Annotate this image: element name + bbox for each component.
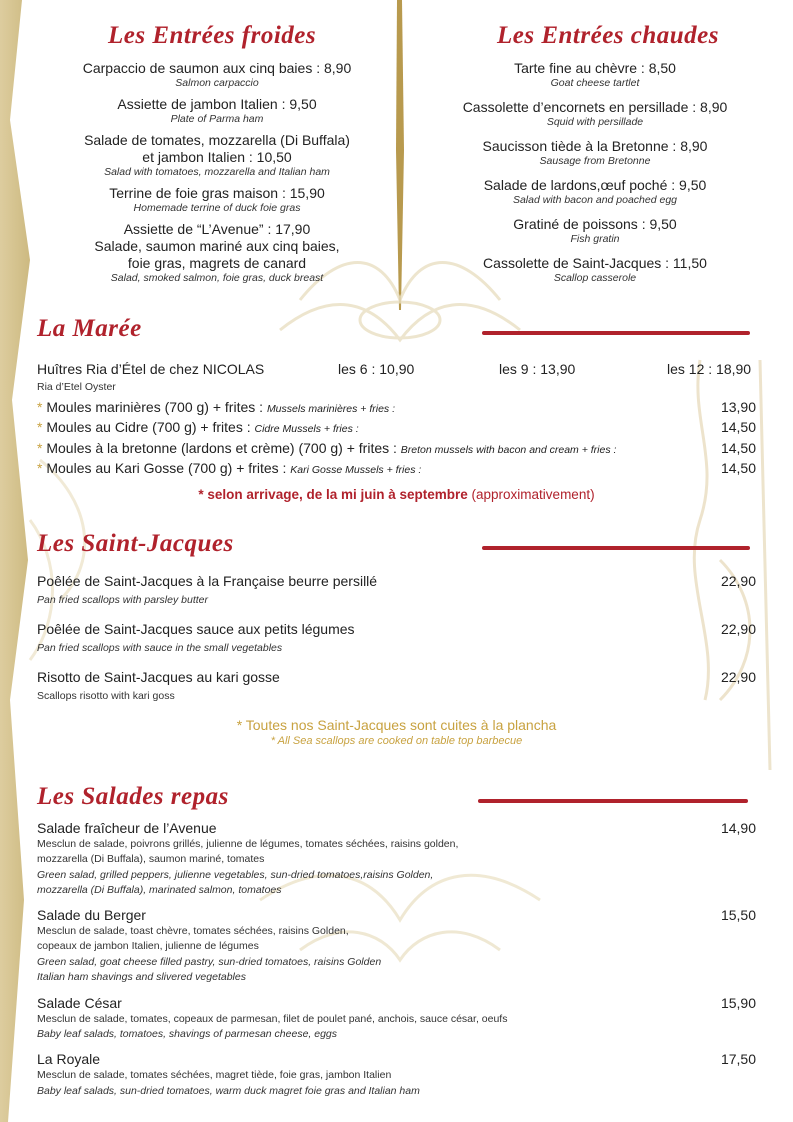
menu-item-mussels [37,419,756,435]
menu-item-description: Mesclun de salade, toast chèvre, tomates séchées, raisins Golden, [37,925,349,937]
menu-item-price: 14,50 [720,460,756,476]
section-rule [478,799,748,803]
menu-item-translation: Scallops risotto with kari goss [37,690,175,702]
menu-item-name: Carpaccio de saumon aux cinq baies : 8,90 [82,60,352,76]
menu-item-mussels [37,440,756,456]
menu-item-translation: Baby leaf salads, sun-dried tomatoes, warm duck magret foie gras and Italian ham [37,1085,420,1097]
menu-item-translation: Salad, smoked salmon, foie gras, duck breast [110,272,324,284]
menu-item-name: Salade du Berger [37,907,146,923]
menu-item-name: Salade César [37,995,122,1011]
menu-item-description: Mesclun de salade, poivrons grillés, julienne de légumes, tomates séchées, raisins golden, [37,838,459,850]
menu-item-description: mozzarella (Di Buffala), saumon mariné, tomates [37,853,265,865]
menu-item-name: Assiette de “L’Avenue” : 17,90 [123,221,311,237]
menu-item-name: Moules à la bretonne (lardons et crème) (700 g) + frites : [46,440,397,456]
menu-item-translation: Homemade terrine of duck foie gras [133,202,301,214]
saint-jacques-note-translation: * All Sea scallops are cooked on table top barbecue [270,735,523,747]
oysters-price-9: les 9 : 13,90 [499,361,576,377]
menu-item-name: Assiette de jambon Italien : 9,50 [117,96,317,112]
menu-item-name: Salade fraîcheur de l’Avenue [37,820,217,836]
menu-item-translation: Squid with persillade [546,116,644,128]
menu-item-translation: Kari Gosse Mussels + fries : [290,464,422,476]
asterisk: * [37,440,43,456]
oysters-translation: Ria d’Etel Oyster [37,381,116,393]
section-title-salades-repas: Les Salades repas [37,783,229,810]
menu-item-translation: Green salad, grilled peppers, julienne vegetables, sun-dried tomatoes,raisins Golden, [37,869,434,881]
menu-item-translation: Salmon carpaccio [175,77,259,89]
menu-item-translation: Pan fried scallops with parsley butter [37,594,208,606]
menu-item-translation: Sausage from Bretonne [539,155,651,167]
section-title-entrees-froides: Les Entrées froides [108,22,317,49]
menu-item-translation: Green salad, goat cheese filled pastry, sun-dried tomatoes, raisins Golden [37,956,382,968]
menu-item-name: Cassolette d’encornets en persillade : 8,90 [462,99,728,115]
menu-item-name: Risotto de Saint-Jacques au kari gosse [37,669,280,685]
oysters-name: Huîtres Ria d’Étel de chez NICOLAS [37,361,265,377]
menu-item-price: 22,90 [720,573,756,589]
menu-item-name: Gratiné de poissons : 9,50 [513,216,677,232]
saint-jacques-note: * Toutes nos Saint-Jacques sont cuites à la plancha [236,717,557,733]
menu-item-name: Poêlée de Saint-Jacques sauce aux petits légumes [37,621,355,637]
menu-item-price: 15,50 [720,907,756,923]
entrees-froides-list [37,60,397,291]
ornament-bottom [260,875,540,960]
left-gold-band [0,0,30,1122]
menu-item-price: 17,50 [720,1051,756,1067]
menu-item-name: Salade, saumon mariné aux cinq baies, [94,238,340,254]
section-rule [482,546,750,550]
menu-item-name: Salade de tomates, mozzarella (Di Buffala) [84,132,350,148]
menu-item-translation: Plate of Parma ham [170,113,264,125]
menu-item-name: Saucisson tiède à la Bretonne : 8,90 [482,138,708,154]
section-title-entrees-chaudes: Les Entrées chaudes [497,22,719,49]
menu-item-translation: Scallop casserole [553,272,637,284]
menu-item-translation: Pan fried scallops with sauce in the small vegetables [37,642,283,654]
menu-item-name: Moules au Cidre (700 g) + frites : [46,419,251,435]
menu-item-price: 22,90 [720,669,756,685]
oysters-price-6: les 6 : 10,90 [338,361,415,377]
asterisk: * [37,419,43,435]
section-title-la-maree: La Marée [37,315,142,342]
menu-item-price: 14,50 [720,440,756,456]
menu-item-translation: Salad with bacon and poached egg [512,194,678,206]
menu-item-translation: Baby leaf salads, tomatoes, shavings of parmesan cheese, eggs [37,1028,338,1040]
center-gold-divider [396,0,404,310]
menu-item-translation: Cidre Mussels + fries : [254,423,359,435]
menu-item-description: Mesclun de salade, tomates séchées, magret tiède, foie gras, jambon Italien [37,1069,392,1081]
availability-note-rest: (approximativement) [471,487,595,502]
menu-item-name: Terrine de foie gras maison : 15,90 [109,185,325,201]
menu-item-name-line2: et jambon Italien : 10,50 [142,149,292,165]
oysters-price-12: les 12 : 18,90 [667,361,752,377]
menu-item-name: Moules au Kari Gosse (700 g) + frites : [46,460,287,476]
asterisk: * [37,460,43,476]
menu-item-translation: Breton mussels with bacon and cream + fries : [400,444,617,456]
menu-item-price: 14,90 [720,820,756,836]
menu-item-description: copeaux de jambon Italien, julienne de légumes [37,940,259,952]
menu-item-translation: Goat cheese tartlet [550,77,640,89]
menu-item-price: 14,50 [720,419,756,435]
menu-item-translation: Fish gratin [570,233,620,245]
section-rule [482,331,750,335]
menu-item-name: Tarte fine au chèvre : 8,50 [514,60,676,76]
section-title-saint-jacques: Les Saint-Jacques [37,530,234,557]
menu-item-name-line2: foie gras, magrets de canard [127,255,307,271]
menu-item-name: Poêlée de Saint-Jacques à la Française beurre persillé [37,573,378,589]
menu-item-translation: Salad with tomatoes, mozzarella and Italian ham [104,166,330,178]
menu-item-price: 13,90 [720,399,756,415]
menu-item-name: Cassolette de Saint-Jacques : 11,50 [483,255,707,271]
maree-availability-note [0,487,793,502]
availability-note-bold: * selon arrivage, de la mi juin à septembre [198,487,468,502]
menu-item-translation: Mussels marinières + fries : [266,403,396,415]
menu-item-price: 15,90 [720,995,756,1011]
menu-item-mussels [37,460,756,476]
menu-item-translation: mozzarella (Di Buffala), marinated salmon, tomatoes [37,884,282,896]
entrees-chaudes-list [410,60,780,291]
menu-item-name: Moules marinières (700 g) + frites : [46,399,264,415]
menu-item-mussels [37,399,756,415]
menu-item-name: Salade de lardons,œuf poché : 9,50 [483,177,707,193]
menu-item-price: 22,90 [720,621,756,637]
menu-item-description: Mesclun de salade, tomates, copeaux de parmesan, filet de poulet pané, anchois, sauce césar, oeufs [37,1013,508,1025]
asterisk: * [37,399,43,415]
menu-item-name: La Royale [37,1051,101,1067]
menu-item-translation: Italian ham shavings and slivered vegetables [37,971,246,983]
